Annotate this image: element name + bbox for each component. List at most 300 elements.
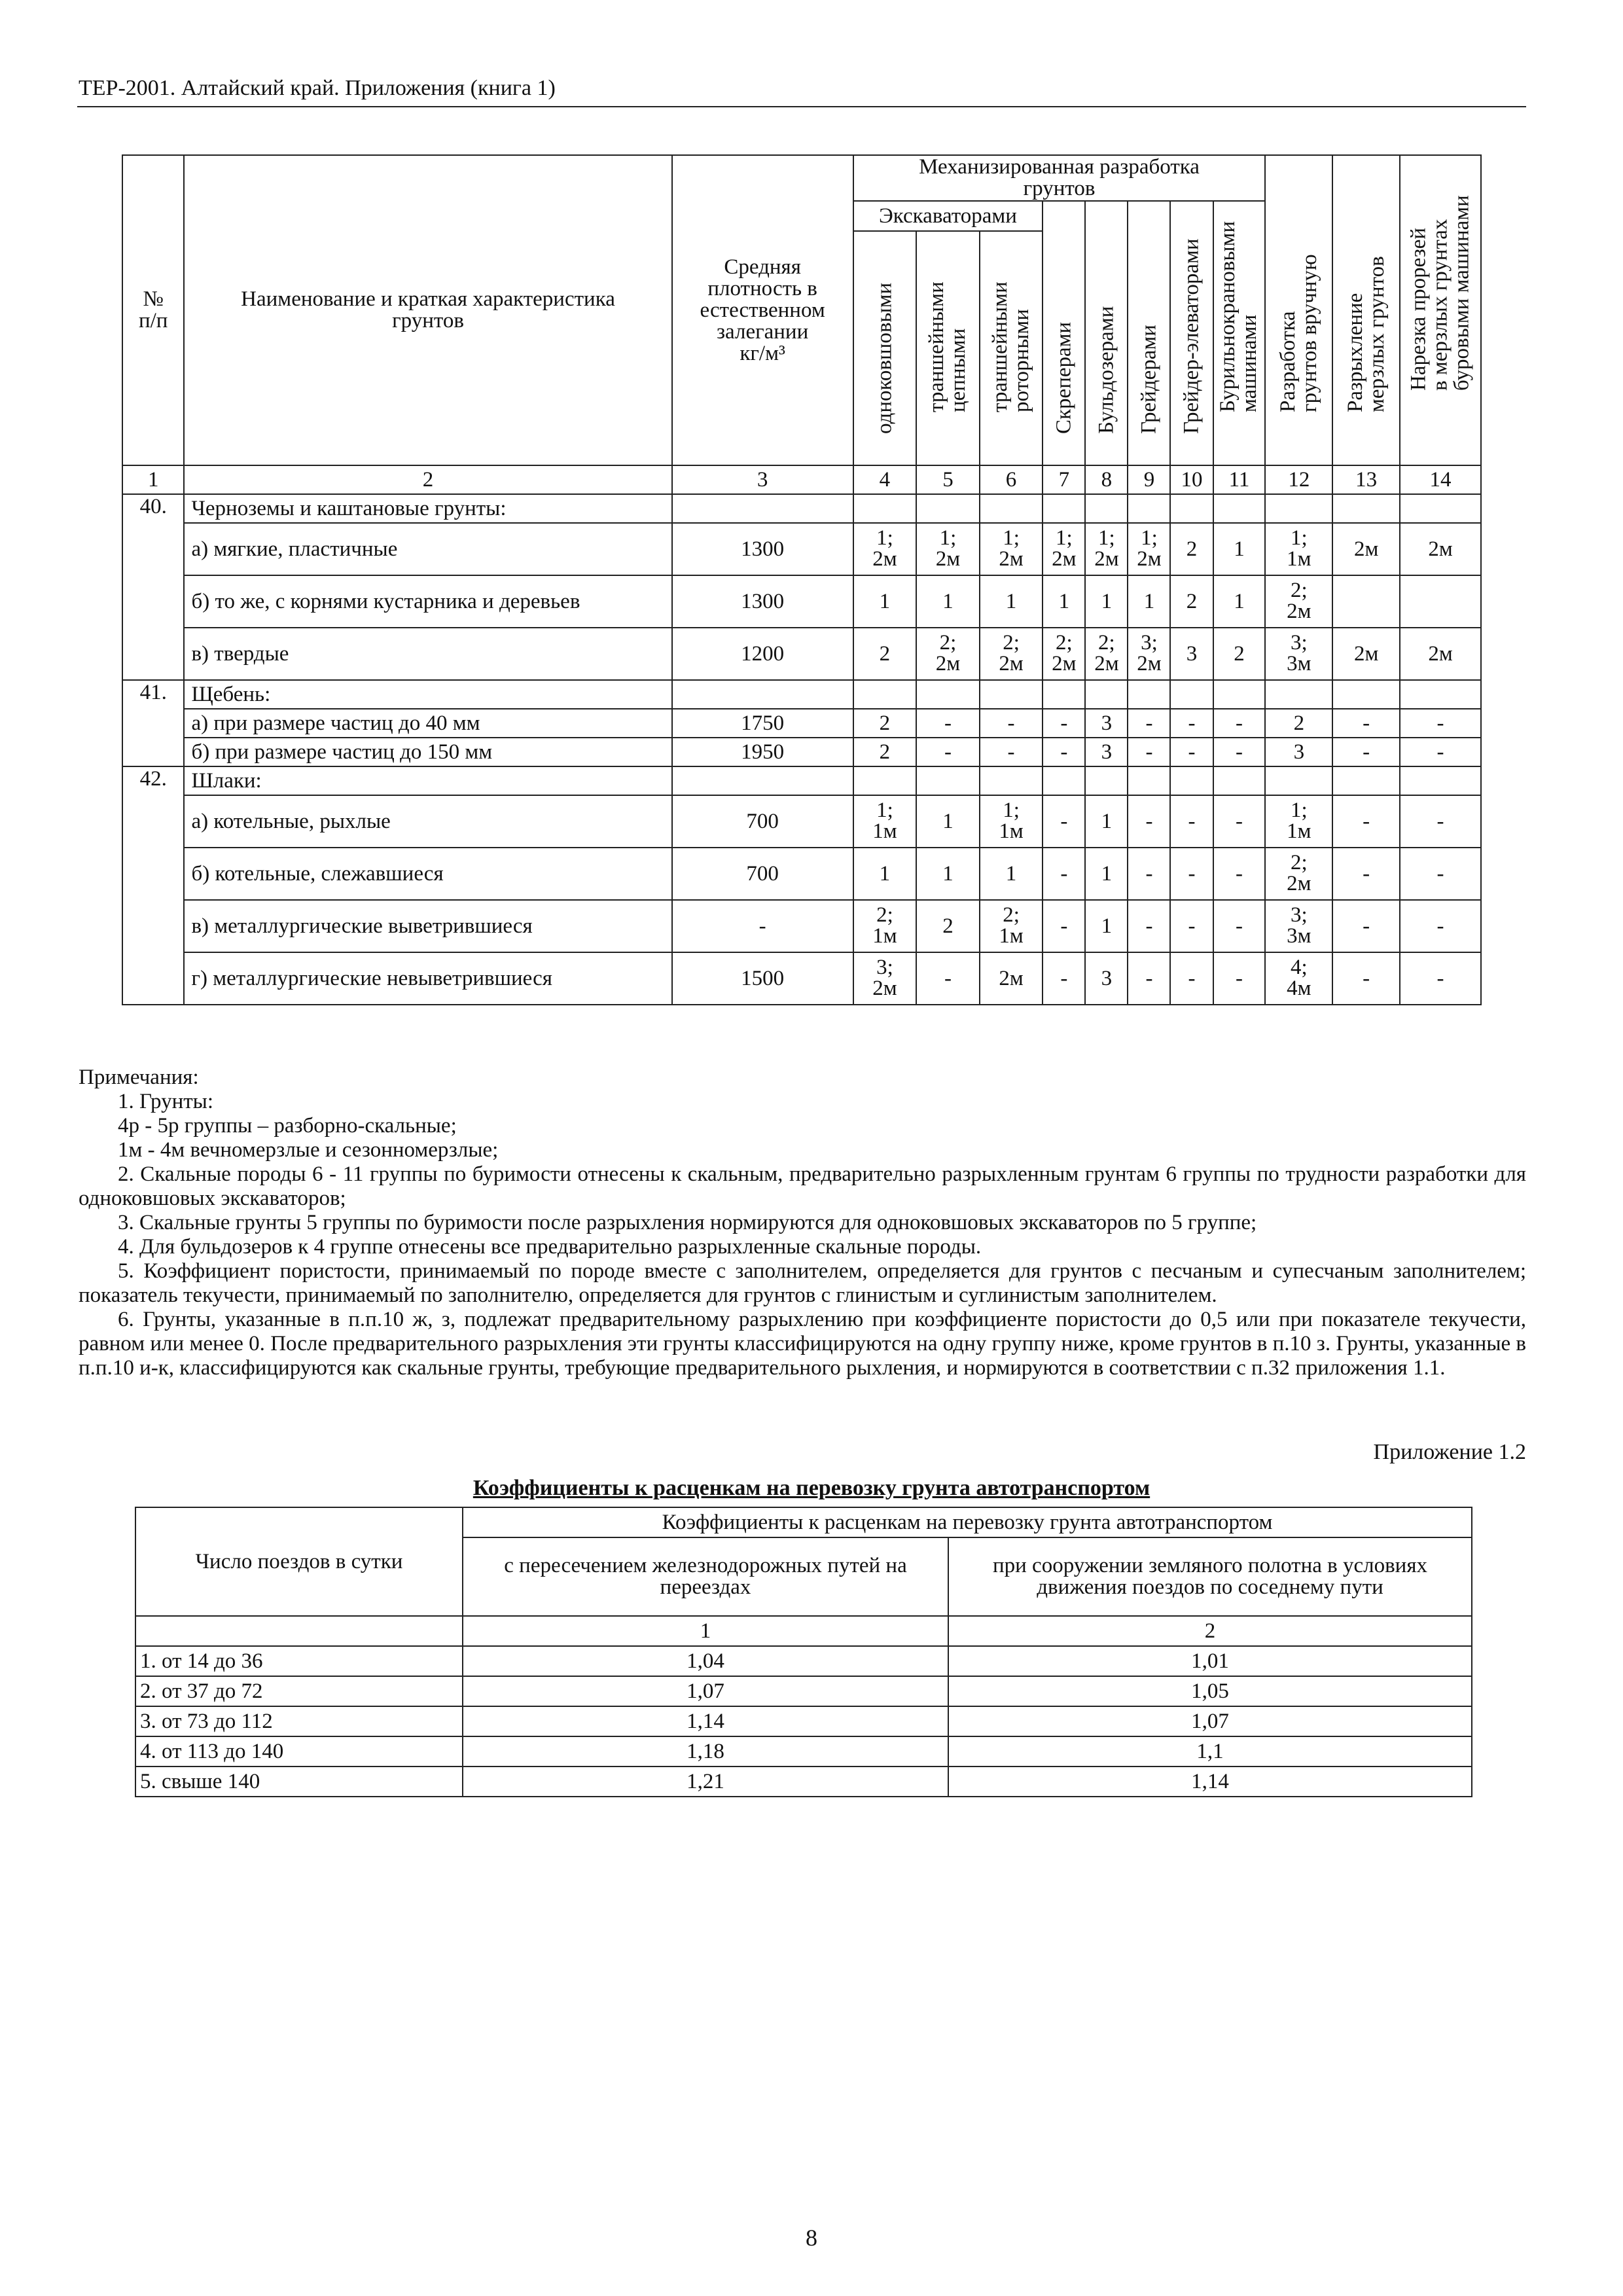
value-text: - xyxy=(1060,966,1068,990)
value-text: 1 xyxy=(1058,589,1070,613)
note-item: 5. Коэффициент пористости, принимаемый по породе вместе с заполнителем, определяется для грунтов с песчаным и супесчаным заполнителем; показатель текучести, принимаемый по заполнителю, определяется для грунтов с глинистым и суглинистым заполнителем. xyxy=(79,1259,1526,1307)
value-text: - xyxy=(1060,861,1068,886)
value-text: - xyxy=(1145,861,1153,886)
empty-cell xyxy=(980,494,1043,523)
value-cell xyxy=(1213,738,1266,766)
empty-cell xyxy=(1085,766,1128,795)
t2-value-1: 1,14 xyxy=(463,1706,948,1736)
value-text: - xyxy=(1436,861,1444,886)
value-cell xyxy=(1085,900,1128,952)
value-text: 2; 2м xyxy=(1094,631,1119,675)
value-text: 1; 1м xyxy=(1287,526,1311,571)
header-col-label: траншейными роторными xyxy=(988,281,1034,412)
empty-cell xyxy=(1043,766,1085,795)
row-density: 1750 xyxy=(672,709,853,738)
value-cell xyxy=(853,900,917,952)
row-density: - xyxy=(672,900,853,952)
row-density: 1500 xyxy=(672,952,853,1005)
row-number: 40. xyxy=(122,494,184,680)
empty-cell xyxy=(853,766,917,795)
header-col-6 xyxy=(980,231,1043,465)
value-text: 1; 2м xyxy=(1052,526,1077,571)
t2-row xyxy=(135,1736,1472,1767)
value-text: 4; 4м xyxy=(1287,956,1311,1000)
value-cell xyxy=(1043,523,1085,575)
value-text: - xyxy=(1363,711,1370,735)
header-name-line: Наименование и краткая характеристика xyxy=(241,287,615,311)
notes-title: Примечания: xyxy=(79,1066,199,1089)
value-text: 2 xyxy=(942,914,954,938)
value-text: - xyxy=(1188,861,1196,886)
empty-cell xyxy=(980,680,1043,709)
value-cell xyxy=(1170,628,1213,680)
value-cell xyxy=(1128,848,1170,900)
empty-cell xyxy=(672,766,853,795)
column-number: 2 xyxy=(184,465,671,494)
empty-cell xyxy=(672,494,853,523)
empty-cell xyxy=(1265,680,1332,709)
value-text: 1; 2м xyxy=(999,526,1024,571)
value-cell xyxy=(853,523,917,575)
t2-value-1: 1,04 xyxy=(463,1646,948,1676)
value-cell xyxy=(1265,952,1332,1005)
value-cell xyxy=(980,575,1043,628)
header-col-label: Грейдер-элеваторами xyxy=(1179,238,1204,434)
value-text: 1; 2м xyxy=(935,526,961,571)
column-numbers-row xyxy=(122,465,1481,494)
value-cell xyxy=(1332,848,1400,900)
table-row xyxy=(122,523,1481,575)
value-cell xyxy=(1085,628,1128,680)
note-item: 1м - 4м вечномерзлые и сезонномерзлые; xyxy=(118,1138,499,1162)
value-cell xyxy=(1128,795,1170,848)
empty-cell xyxy=(1400,680,1481,709)
value-text: - xyxy=(944,740,952,764)
value-text: 2; 1м xyxy=(872,903,897,948)
value-text: - xyxy=(1188,809,1196,833)
header-mech-line: грунтов xyxy=(1023,177,1096,200)
empty-cell xyxy=(1265,766,1332,795)
row-name: б) то же, с корнями кустарника и деревьев xyxy=(184,575,671,628)
table-row xyxy=(122,795,1481,848)
value-cell xyxy=(1128,900,1170,952)
value-cell xyxy=(1332,738,1400,766)
group-title-row xyxy=(122,494,1481,523)
empty-cell xyxy=(916,766,980,795)
t2-body xyxy=(135,1646,1472,1797)
value-cell xyxy=(980,795,1043,848)
value-text: 1 xyxy=(879,861,891,886)
t2-row-label: 1. от 14 до 36 xyxy=(135,1646,463,1676)
header-num-line: № xyxy=(143,287,164,311)
value-cell xyxy=(1332,628,1400,680)
value-text: 1 xyxy=(1005,861,1017,886)
value-cell xyxy=(1400,709,1481,738)
value-text: 3 xyxy=(1101,740,1113,764)
value-text: 3; 2м xyxy=(1137,631,1162,675)
value-text: - xyxy=(1235,711,1243,735)
value-text: 2м xyxy=(1428,537,1453,561)
row-name: в) металлургические выветрившиеся xyxy=(184,900,671,952)
value-cell xyxy=(980,848,1043,900)
column-number: 13 xyxy=(1332,465,1400,494)
group-title: Шлаки: xyxy=(184,766,671,795)
note-item: 1. Грунты: xyxy=(118,1090,213,1113)
value-text: - xyxy=(1145,914,1153,938)
value-cell xyxy=(916,795,980,848)
value-text: 2м xyxy=(1353,537,1379,561)
value-text: 1 xyxy=(1005,589,1017,613)
value-text: - xyxy=(1363,914,1370,938)
value-text: 2 xyxy=(1293,711,1305,735)
value-cell xyxy=(1170,738,1213,766)
value-cell xyxy=(1128,952,1170,1005)
note-item: 4. Для бульдозеров к 4 группе отнесены все предварительно разрыхленные скальные породы. xyxy=(118,1235,982,1259)
value-text: 2 xyxy=(879,641,891,666)
value-cell xyxy=(916,738,980,766)
value-text: - xyxy=(1235,861,1243,886)
value-cell xyxy=(1265,628,1332,680)
value-text: - xyxy=(944,966,952,990)
empty-cell xyxy=(916,680,980,709)
column-number: 11 xyxy=(1213,465,1266,494)
table-header xyxy=(122,155,1481,494)
value-text: 2 xyxy=(1234,641,1245,666)
table-body xyxy=(122,494,1481,1005)
value-text: 3; 3м xyxy=(1287,903,1311,948)
value-text: - xyxy=(1145,809,1153,833)
empty-cell xyxy=(1332,680,1400,709)
t2-col1-header: Число поездов в сутки xyxy=(135,1507,463,1616)
value-cell xyxy=(1085,523,1128,575)
value-cell xyxy=(1400,952,1481,1005)
table-row xyxy=(122,628,1481,680)
empty-cell xyxy=(1170,766,1213,795)
value-cell xyxy=(1043,900,1085,952)
header-density-line: Средняя xyxy=(724,255,801,279)
table-row xyxy=(122,709,1481,738)
value-cell xyxy=(1213,900,1266,952)
t2-row xyxy=(135,1706,1472,1736)
value-cell xyxy=(1400,738,1481,766)
value-text: 1; 1м xyxy=(1287,798,1311,843)
t2-row-label: 4. от 113 до 140 xyxy=(135,1736,463,1767)
value-cell xyxy=(1213,952,1266,1005)
value-cell xyxy=(853,575,917,628)
value-cell xyxy=(1043,575,1085,628)
value-text: 2м xyxy=(1428,641,1453,666)
value-cell xyxy=(1170,795,1213,848)
header-col-11 xyxy=(1213,201,1266,465)
row-name: б) при размере частиц до 150 мм xyxy=(184,738,671,766)
header-col-label: Нарезка прорезей в мерзлых грунтах буровыми машинами xyxy=(1406,195,1474,391)
value-cell xyxy=(1085,575,1128,628)
value-cell xyxy=(1265,848,1332,900)
note-item: 4р - 5р группы – разборно-скальные; xyxy=(118,1114,457,1138)
value-cell xyxy=(1085,709,1128,738)
value-text: 2; 2м xyxy=(1287,851,1311,895)
value-cell xyxy=(1043,628,1085,680)
empty-cell xyxy=(1332,766,1400,795)
header-col-label: траншейными цепными xyxy=(925,281,971,412)
value-text: 3 xyxy=(1293,740,1305,764)
value-cell xyxy=(1043,952,1085,1005)
value-cell xyxy=(980,738,1043,766)
row-density: 1300 xyxy=(672,575,853,628)
value-text: 2 xyxy=(879,740,891,764)
header-col-12 xyxy=(1265,155,1332,465)
t2-value-2: 1,07 xyxy=(948,1706,1472,1736)
value-cell xyxy=(1400,848,1481,900)
header-col-8 xyxy=(1085,201,1128,465)
t2-value-2: 1,1 xyxy=(948,1736,1472,1767)
value-cell xyxy=(1332,952,1400,1005)
value-text: 1 xyxy=(879,589,891,613)
header-col-4 xyxy=(853,231,917,465)
header-name xyxy=(184,155,671,465)
header-col-label: Скреперами xyxy=(1052,321,1076,434)
value-text: - xyxy=(1007,711,1015,735)
value-text: 2; 2м xyxy=(1052,631,1077,675)
value-cell xyxy=(1128,575,1170,628)
value-cell xyxy=(1128,709,1170,738)
row-density: 700 xyxy=(672,795,853,848)
t2-value-1: 1,21 xyxy=(463,1767,948,1797)
value-text: 1 xyxy=(1101,589,1113,613)
value-text: - xyxy=(1188,966,1196,990)
value-text: - xyxy=(1436,711,1444,735)
value-text: 1 xyxy=(1101,809,1113,833)
value-text: - xyxy=(1363,809,1370,833)
empty-cell xyxy=(1128,680,1170,709)
value-cell xyxy=(1332,795,1400,848)
soil-groups-table xyxy=(122,154,1482,1005)
value-text: - xyxy=(1188,914,1196,938)
value-text: 1; 2м xyxy=(1094,526,1119,571)
value-text: - xyxy=(1060,740,1068,764)
empty-cell xyxy=(1128,494,1170,523)
t2-value-2: 1,01 xyxy=(948,1646,1472,1676)
value-cell xyxy=(1213,628,1266,680)
value-cell xyxy=(916,900,980,952)
t2-col-number: 2 xyxy=(948,1616,1472,1646)
row-name: в) твердые xyxy=(184,628,671,680)
column-number: 3 xyxy=(672,465,853,494)
empty-cell xyxy=(1400,766,1481,795)
value-cell xyxy=(1043,709,1085,738)
value-cell xyxy=(1170,952,1213,1005)
value-cell xyxy=(1400,795,1481,848)
empty-cell xyxy=(1170,494,1213,523)
value-cell xyxy=(1170,848,1213,900)
header-name-line: грунтов xyxy=(392,309,464,332)
value-text: - xyxy=(944,711,952,735)
value-cell xyxy=(853,952,917,1005)
value-text: 2; 1м xyxy=(999,903,1024,948)
t2-row xyxy=(135,1676,1472,1706)
value-text: 3 xyxy=(1101,711,1113,735)
value-cell xyxy=(853,709,917,738)
value-text: 3; 3м xyxy=(1287,631,1311,675)
value-text: 2; 2м xyxy=(1287,579,1311,623)
value-cell xyxy=(916,523,980,575)
empty-cell xyxy=(1085,494,1128,523)
value-text: - xyxy=(1060,711,1068,735)
value-cell xyxy=(916,628,980,680)
value-cell xyxy=(1170,523,1213,575)
header-col-13 xyxy=(1332,155,1400,465)
transport-coefficients-table xyxy=(135,1507,1472,1797)
value-cell xyxy=(1170,575,1213,628)
value-text: 2 xyxy=(1186,537,1198,561)
column-number: 1 xyxy=(122,465,184,494)
header-col-label: Разрыхление мерзлых грунтов xyxy=(1343,256,1389,412)
value-text: 1 xyxy=(1143,589,1155,613)
empty-cell xyxy=(1043,680,1085,709)
value-text: - xyxy=(1188,740,1196,764)
value-text: - xyxy=(1145,740,1153,764)
header-mechanized xyxy=(853,155,1266,201)
header-density-line: плотность в xyxy=(707,276,817,300)
value-cell xyxy=(1265,523,1332,575)
value-text: - xyxy=(1363,966,1370,990)
column-number: 8 xyxy=(1085,465,1128,494)
value-text: - xyxy=(1363,740,1370,764)
value-text: - xyxy=(1436,740,1444,764)
header-col-label: одноковшовыми xyxy=(872,282,897,434)
value-cell xyxy=(1265,738,1332,766)
value-cell xyxy=(980,628,1043,680)
value-text: 2; 2м xyxy=(935,631,961,675)
value-cell xyxy=(1213,848,1266,900)
value-cell xyxy=(1213,575,1266,628)
value-cell xyxy=(1128,738,1170,766)
empty-cell xyxy=(1400,494,1481,523)
value-text: - xyxy=(1436,809,1444,833)
header-col-7 xyxy=(1043,201,1085,465)
column-number: 5 xyxy=(916,465,980,494)
value-cell xyxy=(1128,523,1170,575)
header-density-line: естественном xyxy=(700,298,825,322)
header-num-line: п/п xyxy=(138,309,168,332)
value-text: 3 xyxy=(1101,966,1113,990)
value-text: - xyxy=(1235,809,1243,833)
t2-row-label: 2. от 37 до 72 xyxy=(135,1676,463,1706)
row-name: б) котельные, слежавшиеся xyxy=(184,848,671,900)
value-cell xyxy=(1400,523,1481,575)
column-number: 10 xyxy=(1170,465,1213,494)
column-number: 12 xyxy=(1265,465,1332,494)
t2-group-header: Коэффициенты к расценкам на перевозку грунта автотранспортом xyxy=(463,1507,1472,1537)
value-text: - xyxy=(1060,914,1068,938)
value-cell xyxy=(1332,709,1400,738)
value-cell xyxy=(853,795,917,848)
row-name: а) при размере частиц до 40 мм xyxy=(184,709,671,738)
column-number: 6 xyxy=(980,465,1043,494)
group-title-row xyxy=(122,680,1481,709)
t2-row-label: 3. от 73 до 112 xyxy=(135,1706,463,1736)
value-cell xyxy=(1043,738,1085,766)
row-name: а) котельные, рыхлые xyxy=(184,795,671,848)
empty-cell xyxy=(1085,680,1128,709)
value-cell xyxy=(853,848,917,900)
value-text: - xyxy=(1145,711,1153,735)
empty-cell xyxy=(1213,766,1266,795)
row-name: г) металлургические невыветрившиеся xyxy=(184,952,671,1005)
value-cell xyxy=(1085,738,1128,766)
empty-cell xyxy=(916,494,980,523)
value-cell xyxy=(1170,709,1213,738)
value-cell xyxy=(1213,795,1266,848)
t2-sub-header-2: при сооружении земляного полотна в условиях движения поездов по соседнему пути xyxy=(948,1537,1472,1616)
value-text: - xyxy=(1007,740,1015,764)
t2-empty-cell xyxy=(135,1616,463,1646)
value-text: - xyxy=(1436,966,1444,990)
row-density: 1950 xyxy=(672,738,853,766)
t2-value-1: 1,18 xyxy=(463,1736,948,1767)
header-col-label: Разработка грунтов вручную xyxy=(1275,254,1321,412)
group-title-row xyxy=(122,766,1481,795)
value-cell xyxy=(1400,900,1481,952)
row-number: 42. xyxy=(122,766,184,1005)
value-text: 1 xyxy=(1101,914,1113,938)
value-text: 3 xyxy=(1186,641,1198,666)
column-number: 14 xyxy=(1400,465,1481,494)
empty-cell xyxy=(1213,494,1266,523)
value-text: 1 xyxy=(942,861,954,886)
header-col-label: Бульдозерами xyxy=(1094,306,1118,434)
value-text: 1; 2м xyxy=(872,526,897,571)
value-cell xyxy=(1265,795,1332,848)
header-col-10 xyxy=(1170,201,1213,465)
value-cell xyxy=(1128,628,1170,680)
table2-title: Коэффициенты к расценкам на перевозку грунта автотранспортом xyxy=(473,1476,1150,1500)
value-cell xyxy=(1170,900,1213,952)
t2-value-1: 1,07 xyxy=(463,1676,948,1706)
value-cell xyxy=(1332,523,1400,575)
empty-cell xyxy=(1332,494,1400,523)
t2-row xyxy=(135,1646,1472,1676)
row-density: 700 xyxy=(672,848,853,900)
value-cell xyxy=(916,848,980,900)
t2-value-2: 1,14 xyxy=(948,1767,1472,1797)
t2-row-label: 5. свыше 140 xyxy=(135,1767,463,1797)
header-col-label: Бурильнокрановыми машинами xyxy=(1216,221,1262,412)
t2-value-2: 1,05 xyxy=(948,1676,1472,1706)
value-cell xyxy=(916,952,980,1005)
empty-cell xyxy=(1043,494,1085,523)
note-item: 3. Скальные грунты 5 группы по буримости после разрыхления нормируются для одноковшовых экскаваторов по 5 группе; xyxy=(118,1211,1257,1234)
value-cell xyxy=(1400,575,1481,628)
value-text: 1 xyxy=(1234,589,1245,613)
empty-cell xyxy=(1213,680,1266,709)
header-density xyxy=(672,155,853,465)
value-text: 1; 1м xyxy=(999,798,1024,843)
t2-row xyxy=(135,1767,1472,1797)
value-text: - xyxy=(1363,861,1370,886)
row-number: 41. xyxy=(122,680,184,766)
header-num xyxy=(122,155,184,465)
value-cell xyxy=(1265,575,1332,628)
value-text: 1 xyxy=(1101,861,1113,886)
empty-cell xyxy=(672,680,853,709)
value-cell xyxy=(1085,795,1128,848)
value-text: 1; 1м xyxy=(872,798,897,843)
column-number: 7 xyxy=(1043,465,1085,494)
table-row xyxy=(122,738,1481,766)
value-cell xyxy=(1332,900,1400,952)
t2-sub-header-1: с пересечением железнодорожных путей на переездах xyxy=(463,1537,948,1616)
